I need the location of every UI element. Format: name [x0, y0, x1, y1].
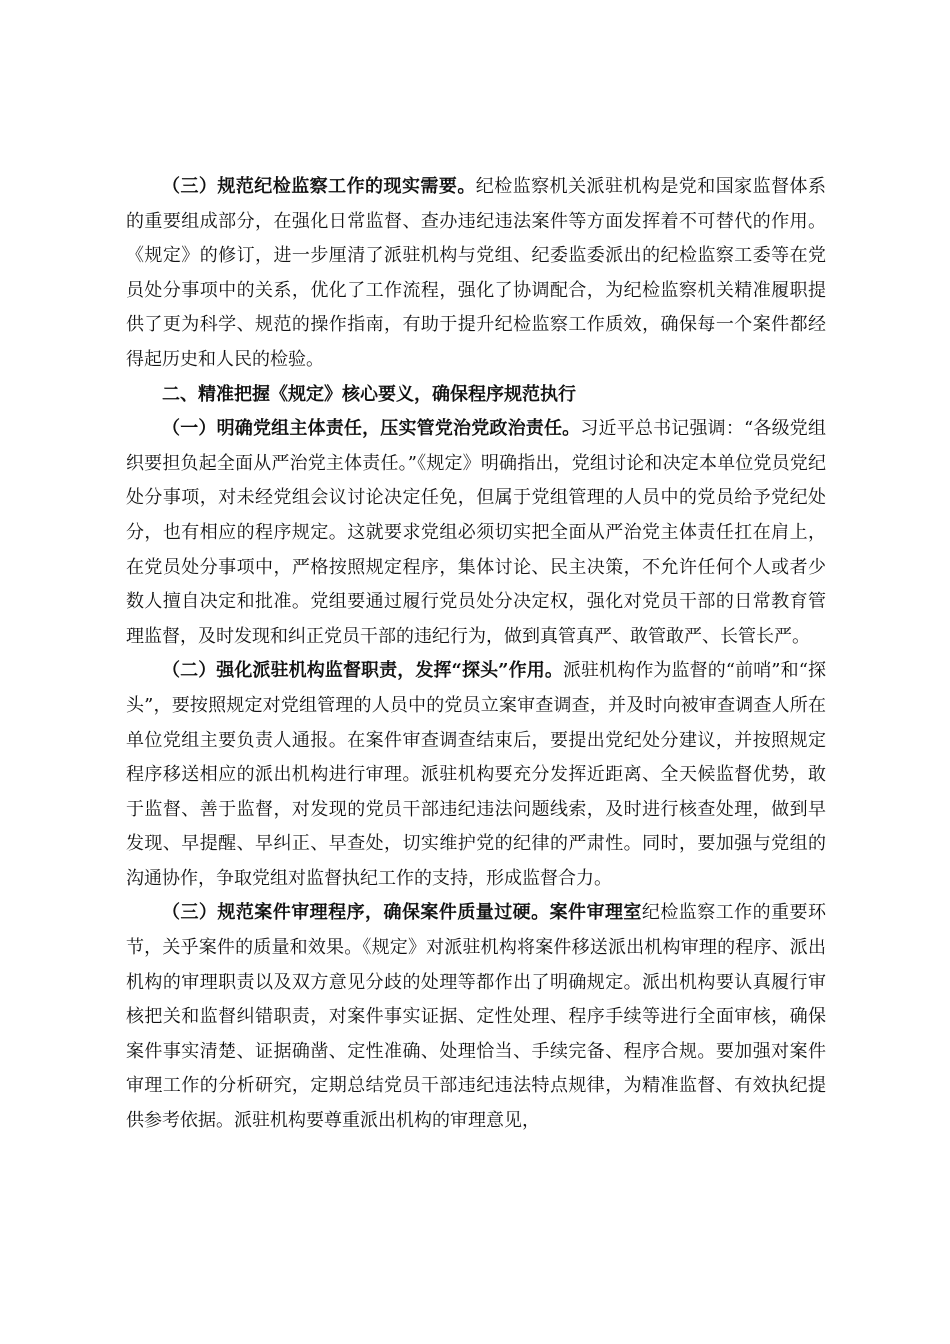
paragraph-lead: （一）明确党组主体责任，压实管党治党政治责任。 [162, 418, 581, 440]
paragraph-lead: （二）强化派驻机构监督职责，发挥“探头”作用。 [162, 660, 563, 682]
paragraph-lead: （三）规范案件审理程序，确保案件质量过硬。案件审理室 [162, 902, 642, 924]
paragraph-practical-needs [126, 170, 826, 378]
paragraph-party-group-responsibility [126, 412, 826, 654]
paragraph-body: 派驻机构作为监督的“前哨”和“探头”，要按照规定对党组管理的人员中的党员立案审查调查，并及时向被审查调查人所在单位党组主要负责人通报。在案件审查调查结束后，要提出党纪处分建议，并按照规定程序移送相应的派出机构进行审理。派驻机构要充分发挥近距离、全天候监督优势，敢于监督、善于监督，对发现的党员干部违纪违法问题线索，及时进行核查处理，做到早发现、早提醒、早纠正、早查处，切实维护党的纪律的严肃性。同时，要加强与党组的沟通协作，争取党组对监督执纪工作的支持，形成监督合力。 [126, 660, 826, 889]
paragraph-lead: （三）规范纪检监察工作的现实需要。 [162, 176, 476, 197]
paragraph-body: 纪检监察工作的重要环节，关乎案件的质量和效果。《规定》对派驻机构将案件移送派出机构审理的程序、派出机构的审理职责以及双方意见分歧的处理等都作出了明确规定。派出机构要认真履行审核把关和监督纠错职责，对案件事实证据、定性处理、程序手续等进行全面审核，确保案件事实清楚、证据确凿、定性准确、处理恰当、手续完备、程序合规。要加强对案件审理工作的分析研究，定期总结党员干部违纪违法特点规律，为精准监督、有效执纪提供参考依据。派驻机构要尊重派出机构的审理意见， [126, 902, 827, 1132]
paragraph-dispatched-supervision [126, 654, 826, 896]
document-page [126, 170, 826, 1139]
paragraph-case-review [126, 896, 826, 1138]
paragraph-body: 习近平总书记强调：“各级党组织要担负起全面从严治党主体责任。”《规定》明确指出，党组讨论和决定本单位党员党纪处分事项，对未经党组会议讨论决定任免，但属于党组管理的人员中的党员给予党纪处分，也有相应的程序规定。这就要求党组必须切实把全面从严治党主体责任扛在肩上，在党员处分事项中，严格按照规定程序，集体讨论、民主决策，不允许任何个人或者少数人擅自决定和批准。党组要通过履行党员处分决定权，强化对党员干部的日常教育管理监督，及时发现和纠正党员干部的违纪行为，做到真管真严、敢管敢严、长管长严。 [126, 418, 826, 647]
section-heading: 二、精准把握《规定》核心要义，确保程序规范执行 [162, 383, 576, 405]
paragraph-body: 纪检监察机关派驻机构是党和国家监督体系的重要组成部分，在强化日常监督、查办违纪违法案件等方面发挥着不可替代的作用。《规定》的修订，进一步厘清了派驻机构与党组、纪委监委派出的纪检监察工委等在党员处分事项中的关系，优化了工作流程，强化了协调配合，为纪检监察机关精准履职提供了更为科学、规范的操作指南，有助于提升纪检监察工作质效，确保每一个案件都经得起历史和人民的检验。 [126, 176, 827, 370]
